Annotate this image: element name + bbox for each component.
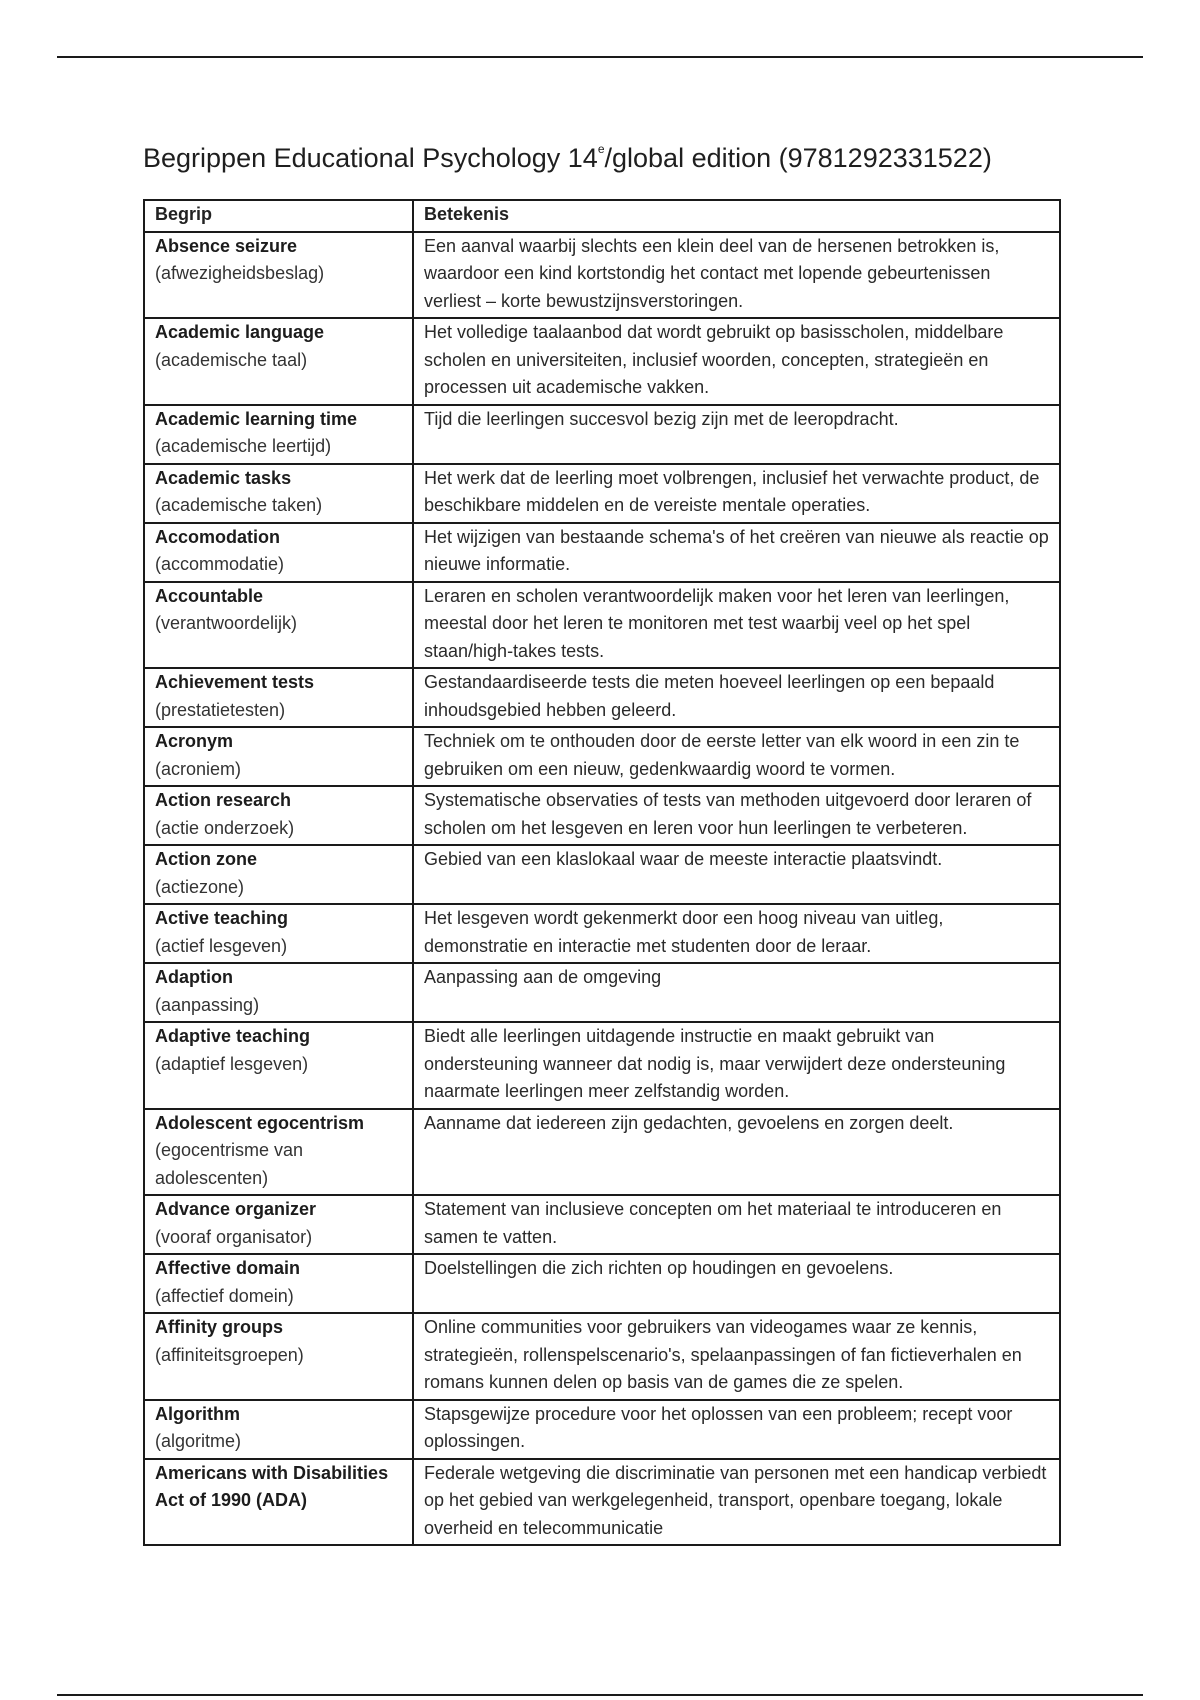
table-row bbox=[144, 727, 1060, 786]
table-row bbox=[144, 1195, 1060, 1254]
term-text: Academic language bbox=[155, 322, 325, 342]
term-text: Adaption bbox=[155, 967, 233, 987]
table-row bbox=[144, 318, 1060, 405]
column-header-definition: Betekenis bbox=[413, 200, 1060, 232]
table-row bbox=[144, 904, 1060, 963]
term-translation: (adaptief lesgeven) bbox=[155, 1053, 309, 1074]
term-translation: (verantwoordelijk) bbox=[155, 613, 298, 633]
term-text: Achievement tests bbox=[155, 672, 315, 692]
table-row bbox=[144, 1254, 1060, 1313]
term-cell bbox=[144, 1400, 413, 1459]
term-translation: (aanpassing) bbox=[155, 994, 260, 1015]
term-text: Active teaching bbox=[155, 908, 289, 928]
term-translation: (affectief domein) bbox=[155, 1285, 294, 1306]
term-text: Acronym bbox=[155, 731, 234, 751]
term-cell bbox=[144, 1109, 413, 1196]
term-text: Algorithm bbox=[155, 1403, 240, 1424]
term-cell bbox=[144, 1459, 413, 1546]
term-translation: (afwezigheidsbeslag) bbox=[155, 263, 325, 283]
term-cell bbox=[144, 786, 413, 845]
definition-cell: Tijd die leerlingen succesvol bezig zijn met de leeropdracht. bbox=[413, 405, 1060, 464]
term-cell bbox=[144, 232, 413, 319]
definition-cell: Federale wetgeving die discriminatie van personen met een handicap verbiedt op het gebied van werkgelegenheid, transport, openbare toegang, lokale overheid en telecommunicatie bbox=[413, 1459, 1060, 1546]
definition-cell: Online communities voor gebruikers van videogames waar ze kennis, strategieën, rollenspelscenario's, spelaanpassingen of fan fictieverhalen en romans kunnen delen op basis van de games die ze spelen. bbox=[413, 1313, 1060, 1400]
definition-cell: Gebied van een klaslokaal waar de meeste interactie plaatsvindt. bbox=[413, 845, 1060, 904]
term-text: Adaptive teaching bbox=[155, 1026, 311, 1046]
definition-cell: Een aanval waarbij slechts een klein deel van de hersenen betrokken is, waardoor een kind kortstondig het contact met lopende gebeurtenissen verliest – korte bewustzijnsverstoringen. bbox=[413, 232, 1060, 319]
term-cell bbox=[144, 405, 413, 464]
term-translation: (academische taken) bbox=[155, 495, 323, 515]
title-rest: /global edition (9781292331522) bbox=[604, 143, 992, 173]
title-superscript: e bbox=[597, 142, 605, 156]
term-text: Academic tasks bbox=[155, 467, 292, 488]
definition-cell: Het werk dat de leerling moet volbrengen, inclusief het verwachte product, de beschikbare middelen en de vereiste mentale operaties. bbox=[413, 464, 1060, 523]
definition-cell: Stapsgewijze procedure voor het oplossen van een probleem; recept voor oplossingen. bbox=[413, 1400, 1060, 1459]
definition-cell: Gestandaardiseerde tests die meten hoeveel leerlingen op een bepaald inhoudsgebied hebben geleerd. bbox=[413, 668, 1060, 727]
document-title bbox=[143, 143, 992, 174]
term-text: Accountable bbox=[155, 585, 264, 606]
table-row bbox=[144, 523, 1060, 582]
term-cell bbox=[144, 464, 413, 523]
title-main: Begrippen Educational Psychology 14 bbox=[143, 143, 598, 173]
term-cell bbox=[144, 963, 413, 1022]
term-translation: (academische taal) bbox=[155, 349, 308, 370]
table-header-row bbox=[144, 200, 1060, 232]
table-row bbox=[144, 582, 1060, 669]
term-cell bbox=[144, 523, 413, 582]
term-cell bbox=[144, 582, 413, 669]
definition-cell: Aanpassing aan de omgeving bbox=[413, 963, 1060, 1022]
term-text: Americans with Disabilities Act of 1990 (ADA) bbox=[155, 1462, 389, 1510]
term-translation: (vooraf organisator) bbox=[155, 1226, 313, 1247]
term-text: Action zone bbox=[155, 849, 257, 869]
table-row bbox=[144, 1459, 1060, 1546]
header-rule bbox=[57, 56, 1143, 58]
definition-cell: Statement van inclusieve concepten om het materiaal te introduceren en samen te vatten. bbox=[413, 1195, 1060, 1254]
term-translation: (actief lesgeven) bbox=[155, 935, 288, 956]
term-cell bbox=[144, 318, 413, 405]
table-row bbox=[144, 668, 1060, 727]
definition-cell: Het lesgeven wordt gekenmerkt door een hoog niveau van uitleg, demonstratie en interactie met studenten door de leraar. bbox=[413, 904, 1060, 963]
table-row bbox=[144, 845, 1060, 904]
term-translation: (actie onderzoek) bbox=[155, 817, 295, 838]
term-text: Academic learning time bbox=[155, 408, 358, 429]
term-translation: (acroniem) bbox=[155, 758, 242, 779]
term-cell bbox=[144, 727, 413, 786]
definition-cell: Doelstellingen die zich richten op houdingen en gevoelens. bbox=[413, 1254, 1060, 1313]
table-row bbox=[144, 1022, 1060, 1109]
term-cell bbox=[144, 1313, 413, 1400]
definition-cell: Biedt alle leerlingen uitdagende instructie en maakt gebruikt van ondersteuning wanneer dat nodig is, maar verwijdert deze ondersteuning naarmate leerlingen meer zelfstandig worden. bbox=[413, 1022, 1060, 1109]
term-cell bbox=[144, 845, 413, 904]
table-row bbox=[144, 1109, 1060, 1196]
definition-cell: Het volledige taalaanbod dat wordt gebruikt op basisscholen, middelbare scholen en universiteiten, inclusief woorden, concepten, strategieën en processen uit academische vakken. bbox=[413, 318, 1060, 405]
term-text: Advance organizer bbox=[155, 1199, 317, 1219]
term-cell bbox=[144, 1254, 413, 1313]
term-translation: (actiezone) bbox=[155, 876, 245, 897]
term-translation: (algoritme) bbox=[155, 1431, 242, 1451]
glossary-table bbox=[143, 199, 1061, 1546]
term-text: Action research bbox=[155, 790, 292, 810]
term-cell bbox=[144, 904, 413, 963]
term-text: Adolescent egocentrism bbox=[155, 1112, 365, 1133]
definition-cell: Leraren en scholen verantwoordelijk maken voor het leren van leerlingen, meestal door het leren te monitoren met test waarbij veel op het spel staan/high-takes tests. bbox=[413, 582, 1060, 669]
definition-cell: Aanname dat iedereen zijn gedachten, gevoelens en zorgen deelt. bbox=[413, 1109, 1060, 1196]
term-translation: (affiniteitsgroepen) bbox=[155, 1344, 304, 1365]
glossary-body bbox=[144, 232, 1060, 1546]
term-translation: (accommodatie) bbox=[155, 554, 285, 574]
term-text: Affinity groups bbox=[155, 1317, 283, 1337]
footer-rule bbox=[57, 1694, 1143, 1696]
table-row bbox=[144, 1313, 1060, 1400]
table-row bbox=[144, 405, 1060, 464]
term-translation: (academische leertijd) bbox=[155, 436, 332, 456]
term-translation: (prestatietesten) bbox=[155, 699, 286, 720]
term-text: Accomodation bbox=[155, 526, 281, 547]
term-cell bbox=[144, 1195, 413, 1254]
table-row bbox=[144, 1400, 1060, 1459]
table-row bbox=[144, 232, 1060, 319]
term-cell bbox=[144, 668, 413, 727]
term-translation: (egocentrisme van adolescenten) bbox=[155, 1140, 304, 1188]
definition-cell: Systematische observaties of tests van methoden uitgevoerd door leraren of scholen om het lesgeven en leren voor hun leerlingen te verbeteren. bbox=[413, 786, 1060, 845]
term-text: Affective domain bbox=[155, 1258, 301, 1278]
definition-cell: Het wijzigen van bestaande schema's of het creëren van nieuwe als reactie op nieuwe informatie. bbox=[413, 523, 1060, 582]
table-row bbox=[144, 963, 1060, 1022]
term-text: Absence seizure bbox=[155, 235, 298, 256]
table-row bbox=[144, 786, 1060, 845]
column-header-term: Begrip bbox=[144, 200, 413, 232]
term-cell bbox=[144, 1022, 413, 1109]
table-row bbox=[144, 464, 1060, 523]
definition-cell: Techniek om te onthouden door de eerste letter van elk woord in een zin te gebruiken om een nieuw, gedenkwaardig woord te vormen. bbox=[413, 727, 1060, 786]
